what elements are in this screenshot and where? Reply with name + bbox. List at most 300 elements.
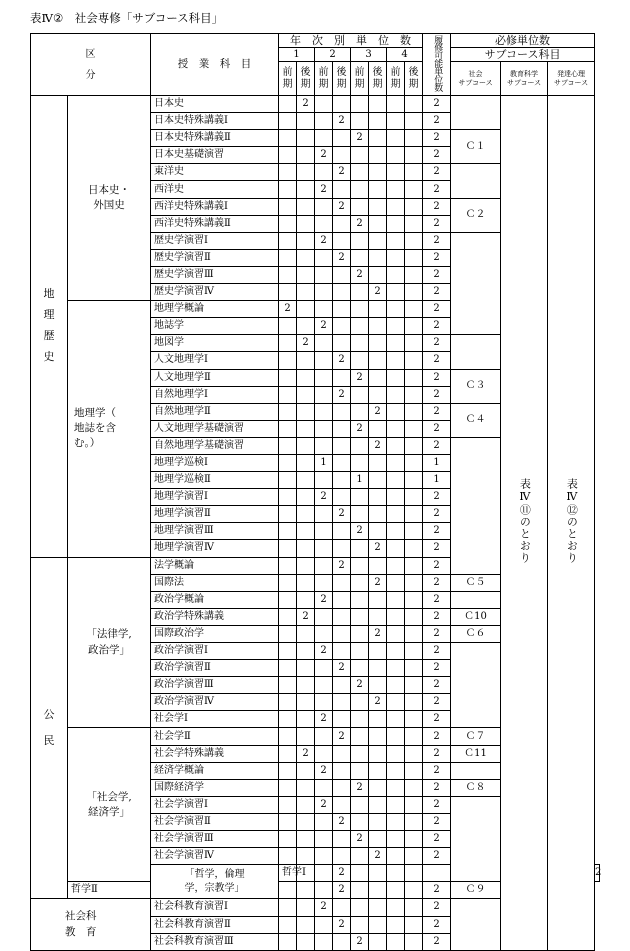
- unit-cell: [351, 147, 369, 164]
- unit-cell: [351, 318, 369, 335]
- unit-cell: [315, 813, 333, 830]
- unit-cell: [333, 933, 351, 950]
- unit-cell: [351, 796, 369, 813]
- unit-cell: [279, 198, 297, 215]
- unit-cell: [369, 745, 387, 762]
- credits-cell: 2: [423, 574, 451, 591]
- subject-name: 社会科教育演習Ⅲ: [151, 933, 279, 950]
- unit-cell: [387, 694, 405, 711]
- required-group: Ｃ４: [451, 403, 501, 437]
- unit-cell: [369, 266, 387, 283]
- semester-header: [333, 62, 351, 96]
- unit-cell: [387, 728, 405, 745]
- subject-name: 政治学特殊講義: [151, 608, 279, 625]
- category-shakaika: [31, 899, 151, 950]
- unit-cell: [315, 779, 333, 796]
- credits-cell: 1: [423, 472, 451, 489]
- unit-cell: [297, 831, 315, 848]
- unit-cell: [315, 865, 333, 882]
- unit-cell: 2: [315, 762, 333, 779]
- unit-cell: [387, 318, 405, 335]
- unit-cell: [387, 164, 405, 181]
- unit-cell: [405, 711, 423, 728]
- credits-cell: 2: [423, 608, 451, 625]
- subject-name: 社会学特殊講義: [151, 745, 279, 762]
- unit-cell: [369, 728, 387, 745]
- subject-name: 地理学演習Ⅲ: [151, 523, 279, 540]
- unit-cell: [297, 591, 315, 608]
- chireki-char: 歴: [43, 329, 55, 343]
- credits-cell: 2: [423, 266, 451, 283]
- unit-cell: [315, 420, 333, 437]
- unit-cell: 2: [351, 523, 369, 540]
- unit-cell: [387, 779, 405, 796]
- unit-cell: [405, 181, 423, 198]
- unit-cell: 2: [351, 266, 369, 283]
- credits-cell: 2: [423, 848, 451, 865]
- unit-cell: [315, 831, 333, 848]
- unit-cell: [351, 437, 369, 454]
- required-group: [451, 335, 501, 369]
- required-group: Ｃ11: [451, 745, 501, 762]
- unit-cell: [351, 540, 369, 557]
- subject-name: 社会学演習Ⅱ: [151, 813, 279, 830]
- unit-cell: [387, 301, 405, 318]
- unit-cell: [279, 386, 297, 403]
- unit-cell: 2: [333, 198, 351, 215]
- table-row: [31, 96, 600, 113]
- credits-cell: 2: [423, 164, 451, 181]
- unit-cell: [333, 147, 351, 164]
- unit-cell: [369, 779, 387, 796]
- unit-cell: 2: [333, 728, 351, 745]
- unit-cell: 2: [351, 677, 369, 694]
- unit-cell: [279, 403, 297, 420]
- semester-char: 後: [300, 67, 311, 78]
- unit-cell: [279, 96, 297, 113]
- subject-name: 地理学概論: [151, 301, 279, 318]
- semester-char: 期: [318, 78, 329, 90]
- unit-cell: [351, 728, 369, 745]
- unit-cell: 2: [333, 113, 351, 130]
- credits-cell: 1: [423, 454, 451, 471]
- note-hattatsu: [548, 96, 595, 951]
- unit-cell: [405, 335, 423, 352]
- unit-cell: [315, 352, 333, 369]
- required-group: Ｃ６: [451, 625, 501, 642]
- unit-cell: [279, 113, 297, 130]
- credits-cell: 2: [423, 540, 451, 557]
- unit-cell: [405, 454, 423, 471]
- unit-cell: [387, 215, 405, 232]
- subject-name: 社会科教育演習Ⅰ: [151, 899, 279, 916]
- unit-cell: [405, 557, 423, 574]
- unit-cell: [315, 284, 333, 301]
- unit-cell: [405, 164, 423, 181]
- unit-cell: [387, 403, 405, 420]
- unit-cell: [279, 454, 297, 471]
- unit-cell: [315, 130, 333, 147]
- unit-cell: 2: [333, 557, 351, 574]
- unit-cell: [405, 574, 423, 591]
- credits-cell: 2: [423, 198, 451, 215]
- unit-cell: [297, 369, 315, 386]
- unit-cell: [387, 608, 405, 625]
- unit-cell: [279, 557, 297, 574]
- unit-cell: [369, 916, 387, 933]
- credits-cell: 2: [423, 916, 451, 933]
- unit-cell: [387, 130, 405, 147]
- unit-cell: [315, 335, 333, 352]
- semester-char: 期: [390, 78, 401, 90]
- unit-cell: [369, 831, 387, 848]
- credits-cell: 2: [423, 232, 451, 249]
- unit-cell: [333, 437, 351, 454]
- unit-cell: [369, 96, 387, 113]
- unit-cell: [315, 574, 333, 591]
- unit-cell: [333, 574, 351, 591]
- unit-cell: 2: [369, 574, 387, 591]
- unit-cell: [405, 813, 423, 830]
- subject-name: 日本史特殊講義Ⅱ: [151, 130, 279, 147]
- unit-cell: [369, 882, 387, 899]
- unit-cell: [387, 113, 405, 130]
- subject-name: 地理学巡検Ⅰ: [151, 454, 279, 471]
- credits-cell: 2: [423, 301, 451, 318]
- unit-cell: 2: [369, 625, 387, 642]
- unit-cell: [315, 523, 333, 540]
- unit-cell: [387, 437, 405, 454]
- unit-cell: [351, 711, 369, 728]
- nihonshi-line: 日本史・: [88, 183, 130, 196]
- unit-cell: 2: [297, 335, 315, 352]
- unit-cell: [405, 369, 423, 386]
- credits-cell: 2: [423, 933, 451, 950]
- unit-cell: [387, 711, 405, 728]
- unit-cell: [405, 232, 423, 249]
- semester-char: 期: [354, 78, 365, 90]
- unit-cell: 1: [351, 472, 369, 489]
- unit-cell: [333, 694, 351, 711]
- sub-col-hattatsu-2: サブコース: [553, 78, 589, 87]
- credits-cell: 2: [423, 369, 451, 386]
- subject-name: 法学概論: [151, 557, 279, 574]
- unit-cell: [351, 113, 369, 130]
- credits-cell: 2: [423, 643, 451, 660]
- unit-cell: 2: [315, 318, 333, 335]
- unit-cell: [405, 899, 423, 916]
- unit-cell: [369, 711, 387, 728]
- unit-cell: [405, 523, 423, 540]
- unit-cell: [297, 403, 315, 420]
- credits-cell: 2: [423, 403, 451, 420]
- unit-cell: [405, 403, 423, 420]
- unit-cell: [369, 301, 387, 318]
- required-group: Ｃ５: [451, 574, 501, 591]
- credits-cell: 2: [423, 506, 451, 523]
- subject-name: 歴史学演習Ⅰ: [151, 232, 279, 249]
- credits-cell: 2: [423, 745, 451, 762]
- unit-cell: [387, 454, 405, 471]
- subject-header: 授 業 科 目: [151, 34, 279, 96]
- unit-cell: [387, 335, 405, 352]
- credits-cell: 2: [423, 677, 451, 694]
- unit-cell: [315, 608, 333, 625]
- unit-cell: [279, 284, 297, 301]
- unit-cell: [333, 284, 351, 301]
- unit-cell: [369, 523, 387, 540]
- unit-cell: [351, 506, 369, 523]
- unit-cell: [405, 472, 423, 489]
- unit-cell: [387, 523, 405, 540]
- kubun-char-1: 区: [85, 48, 96, 60]
- subject-name: 地理学巡検Ⅱ: [151, 472, 279, 489]
- unit-cell: [315, 113, 333, 130]
- unit-cell: [333, 779, 351, 796]
- unit-cell: [279, 762, 297, 779]
- subject-name: 西洋史特殊講義Ⅱ: [151, 215, 279, 232]
- subject-name: 人文地理学Ⅱ: [151, 369, 279, 386]
- unit-cell: [315, 215, 333, 232]
- kubun-char-2: 分: [85, 69, 96, 81]
- chirigaku-line: 地誌を含: [74, 422, 116, 435]
- unit-cell: [297, 472, 315, 489]
- required-group: [451, 591, 501, 608]
- unit-cell: [315, 540, 333, 557]
- credits-cell: 2: [423, 420, 451, 437]
- subcourse-header: サブコース科目: [451, 48, 595, 62]
- unit-cell: [279, 899, 297, 916]
- unit-cell: [405, 779, 423, 796]
- unit-cell: [387, 489, 405, 506]
- unit-cell: [279, 266, 297, 283]
- unit-cell: [315, 301, 333, 318]
- unit-cell: [333, 130, 351, 147]
- required-group: Ｃ８: [451, 779, 501, 796]
- unit-cell: [297, 164, 315, 181]
- required-group: [451, 762, 501, 779]
- required-group: [451, 796, 501, 881]
- unit-cell: [351, 882, 369, 899]
- chireki-char: 地: [43, 287, 55, 301]
- subject-name: 地理学演習Ⅰ: [151, 489, 279, 506]
- subject-name: 地図学: [151, 335, 279, 352]
- unit-cell: [279, 643, 297, 660]
- unit-cell: [405, 660, 423, 677]
- nihonshi-line: 外国史: [93, 199, 125, 212]
- credits-cell: 2: [423, 625, 451, 642]
- houritsu-line: 「法律学,: [86, 628, 132, 641]
- unit-cell: 2: [351, 420, 369, 437]
- unit-cell: [315, 164, 333, 181]
- unit-cell: [351, 865, 369, 882]
- unit-cell: [315, 882, 333, 899]
- unit-cell: [315, 677, 333, 694]
- semester-header: [351, 62, 369, 96]
- unit-cell: [405, 625, 423, 642]
- unit-cell: [297, 557, 315, 574]
- unit-cell: [279, 437, 297, 454]
- unit-cell: 2: [333, 386, 351, 403]
- unit-cell: [351, 335, 369, 352]
- unit-cell: [297, 506, 315, 523]
- unit-cell: 2: [351, 215, 369, 232]
- unit-cell: 2: [315, 591, 333, 608]
- unit-cell: [279, 813, 297, 830]
- required-group: Ｃ１: [451, 130, 501, 164]
- unit-cell: [405, 318, 423, 335]
- unit-cell: [369, 318, 387, 335]
- unit-cell: [351, 591, 369, 608]
- unit-cell: [369, 181, 387, 198]
- unit-cell: [333, 677, 351, 694]
- unit-cell: [369, 147, 387, 164]
- unit-cell: [333, 403, 351, 420]
- unit-cell: [297, 574, 315, 591]
- unit-cell: [333, 318, 351, 335]
- unit-cell: [369, 933, 387, 950]
- subject-name: 政治学演習Ⅲ: [151, 677, 279, 694]
- unit-cell: [387, 198, 405, 215]
- subject-name: 自然地理学基礎演習: [151, 437, 279, 454]
- unit-cell: [297, 677, 315, 694]
- unit-cell: [405, 694, 423, 711]
- credits-cell: 2: [423, 318, 451, 335]
- unit-cell: [387, 865, 405, 882]
- unit-cell: [279, 728, 297, 745]
- unit-cell: [315, 745, 333, 762]
- credits-cell: 2: [423, 694, 451, 711]
- subject-name: 日本史: [151, 96, 279, 113]
- subject-name: 西洋史特殊講義Ⅰ: [151, 198, 279, 215]
- unit-cell: [297, 249, 315, 266]
- category-chirigaku: [68, 301, 151, 557]
- unit-cell: [315, 96, 333, 113]
- unit-cell: [315, 369, 333, 386]
- unit-cell: [369, 249, 387, 266]
- unit-cell: 2: [369, 848, 387, 865]
- credits-cell: 2: [423, 113, 451, 130]
- semester-char: 前: [390, 67, 401, 78]
- unit-cell: [369, 164, 387, 181]
- unit-cell: [387, 369, 405, 386]
- unit-cell: [315, 403, 333, 420]
- unit-cell: [333, 232, 351, 249]
- unit-cell: [405, 198, 423, 215]
- credits-cell: 2: [423, 813, 451, 830]
- tetsugaku-line: 「哲学，倫理: [184, 869, 245, 881]
- unit-cell: [279, 574, 297, 591]
- unit-cell: [333, 831, 351, 848]
- unit-cell: [315, 557, 333, 574]
- note-kyouiku: [501, 96, 548, 951]
- unit-cell: [369, 386, 387, 403]
- unit-cell: [351, 489, 369, 506]
- unit-cell: [351, 454, 369, 471]
- houritsu-line: 政治学」: [88, 643, 130, 656]
- unit-cell: [405, 608, 423, 625]
- shakaika-line: 教 育: [65, 925, 97, 938]
- subject-name: 政治学演習Ⅱ: [151, 660, 279, 677]
- unit-cell: [279, 796, 297, 813]
- shakaika-line: 社会科: [65, 910, 97, 923]
- unit-cell: [387, 266, 405, 283]
- unit-cell: [315, 660, 333, 677]
- semester-char: 期: [372, 78, 383, 90]
- unit-cell: [387, 420, 405, 437]
- unit-cell: 2: [351, 779, 369, 796]
- category-chireki: [31, 96, 68, 558]
- unit-cell: [333, 454, 351, 471]
- semester-header: [405, 62, 423, 96]
- unit-cell: [369, 454, 387, 471]
- unit-cell: [297, 386, 315, 403]
- unit-cell: [405, 865, 423, 882]
- unit-cell: [405, 130, 423, 147]
- unit-cell: [297, 899, 315, 916]
- unit-cell: [405, 284, 423, 301]
- unit-cell: 1: [315, 454, 333, 471]
- unit-cell: [405, 437, 423, 454]
- subject-name: 政治学演習Ⅳ: [151, 694, 279, 711]
- unit-cell: 2: [333, 865, 351, 882]
- credits-cell: 2: [423, 728, 451, 745]
- unit-cell: 2: [351, 933, 369, 950]
- unit-cell: [279, 745, 297, 762]
- unit-cell: [279, 677, 297, 694]
- unit-cell: [405, 352, 423, 369]
- unit-cell: [297, 933, 315, 950]
- unit-cell: 2: [315, 899, 333, 916]
- unit-cell: 2: [333, 813, 351, 830]
- unit-cell: [351, 164, 369, 181]
- unit-cell: [279, 369, 297, 386]
- required-group: Ｃ９: [451, 882, 501, 899]
- unit-cell: [405, 506, 423, 523]
- unit-cell: [333, 745, 351, 762]
- credits-cell: 2: [423, 523, 451, 540]
- required-group: Ｃ10: [451, 608, 501, 625]
- unit-cell: [297, 420, 315, 437]
- unit-cell: [405, 831, 423, 848]
- unit-cell: [351, 643, 369, 660]
- unit-cell: [387, 677, 405, 694]
- note-hattatsu-text: 表Ⅳ⑫のとおり: [565, 478, 579, 565]
- unit-cell: [279, 420, 297, 437]
- unit-cell: [333, 643, 351, 660]
- unit-cell: [405, 489, 423, 506]
- unit-cell: [351, 352, 369, 369]
- credits-cell: 2: [423, 711, 451, 728]
- unit-cell: [369, 232, 387, 249]
- required-group: [451, 232, 501, 335]
- unit-cell: [351, 625, 369, 642]
- unit-cell: 2: [333, 506, 351, 523]
- unit-cell: 2: [351, 369, 369, 386]
- unit-cell: [387, 762, 405, 779]
- unit-cell: [369, 796, 387, 813]
- unit-cell: [405, 882, 423, 899]
- unit-cell: [387, 540, 405, 557]
- unit-cell: [405, 728, 423, 745]
- unit-cell: [369, 643, 387, 660]
- unit-cell: [369, 557, 387, 574]
- credits-cell: 2: [423, 335, 451, 352]
- credits-cell: 2: [423, 386, 451, 403]
- unit-cell: [405, 113, 423, 130]
- unit-cell: [297, 266, 315, 283]
- unit-cell: [315, 472, 333, 489]
